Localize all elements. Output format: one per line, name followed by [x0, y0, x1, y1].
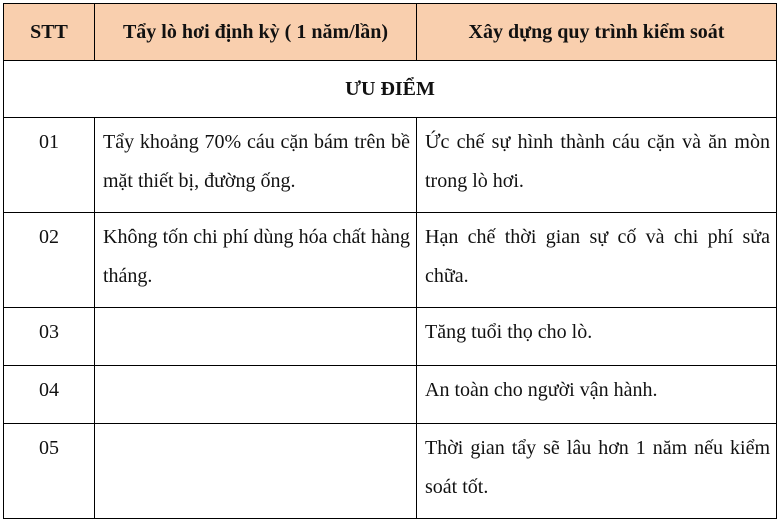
header-stt: STT — [4, 4, 95, 61]
table-row — [4, 213, 777, 308]
cell-control-process: Thời gian tẩy sẽ lâu hơn 1 năm nếu kiểm soát tốt. — [417, 424, 777, 519]
table-row — [4, 366, 777, 424]
cell-periodic-descaling — [95, 366, 417, 424]
table-header-row — [4, 4, 777, 61]
table-row — [4, 118, 777, 213]
cell-periodic-descaling: Tẩy khoảng 70% cáu cặn bám trên bề mặt thiết bị, đường ống. — [95, 118, 417, 213]
row-number: 05 — [4, 424, 95, 519]
row-number: 01 — [4, 118, 95, 213]
cell-control-process: Tăng tuổi thọ cho lò. — [417, 308, 777, 366]
cell-periodic-descaling — [95, 424, 417, 519]
row-number: 02 — [4, 213, 95, 308]
table-row — [4, 424, 777, 519]
comparison-table — [3, 3, 777, 519]
cell-periodic-descaling: Không tốn chi phí dùng hóa chất hàng tháng. — [95, 213, 417, 308]
header-periodic-descaling: Tẩy lò hơi định kỳ ( 1 năm/lần) — [95, 4, 417, 61]
table-row — [4, 308, 777, 366]
cell-periodic-descaling — [95, 308, 417, 366]
section-title: ƯU ĐIỂM — [4, 61, 777, 118]
section-row-advantages — [4, 61, 777, 118]
header-control-process: Xây dựng quy trình kiểm soát — [417, 4, 777, 61]
cell-control-process: Hạn chế thời gian sự cố và chi phí sửa chữa. — [417, 213, 777, 308]
cell-control-process: An toàn cho người vận hành. — [417, 366, 777, 424]
cell-control-process: Ức chế sự hình thành cáu cặn và ăn mòn trong lò hơi. — [417, 118, 777, 213]
row-number: 03 — [4, 308, 95, 366]
row-number: 04 — [4, 366, 95, 424]
